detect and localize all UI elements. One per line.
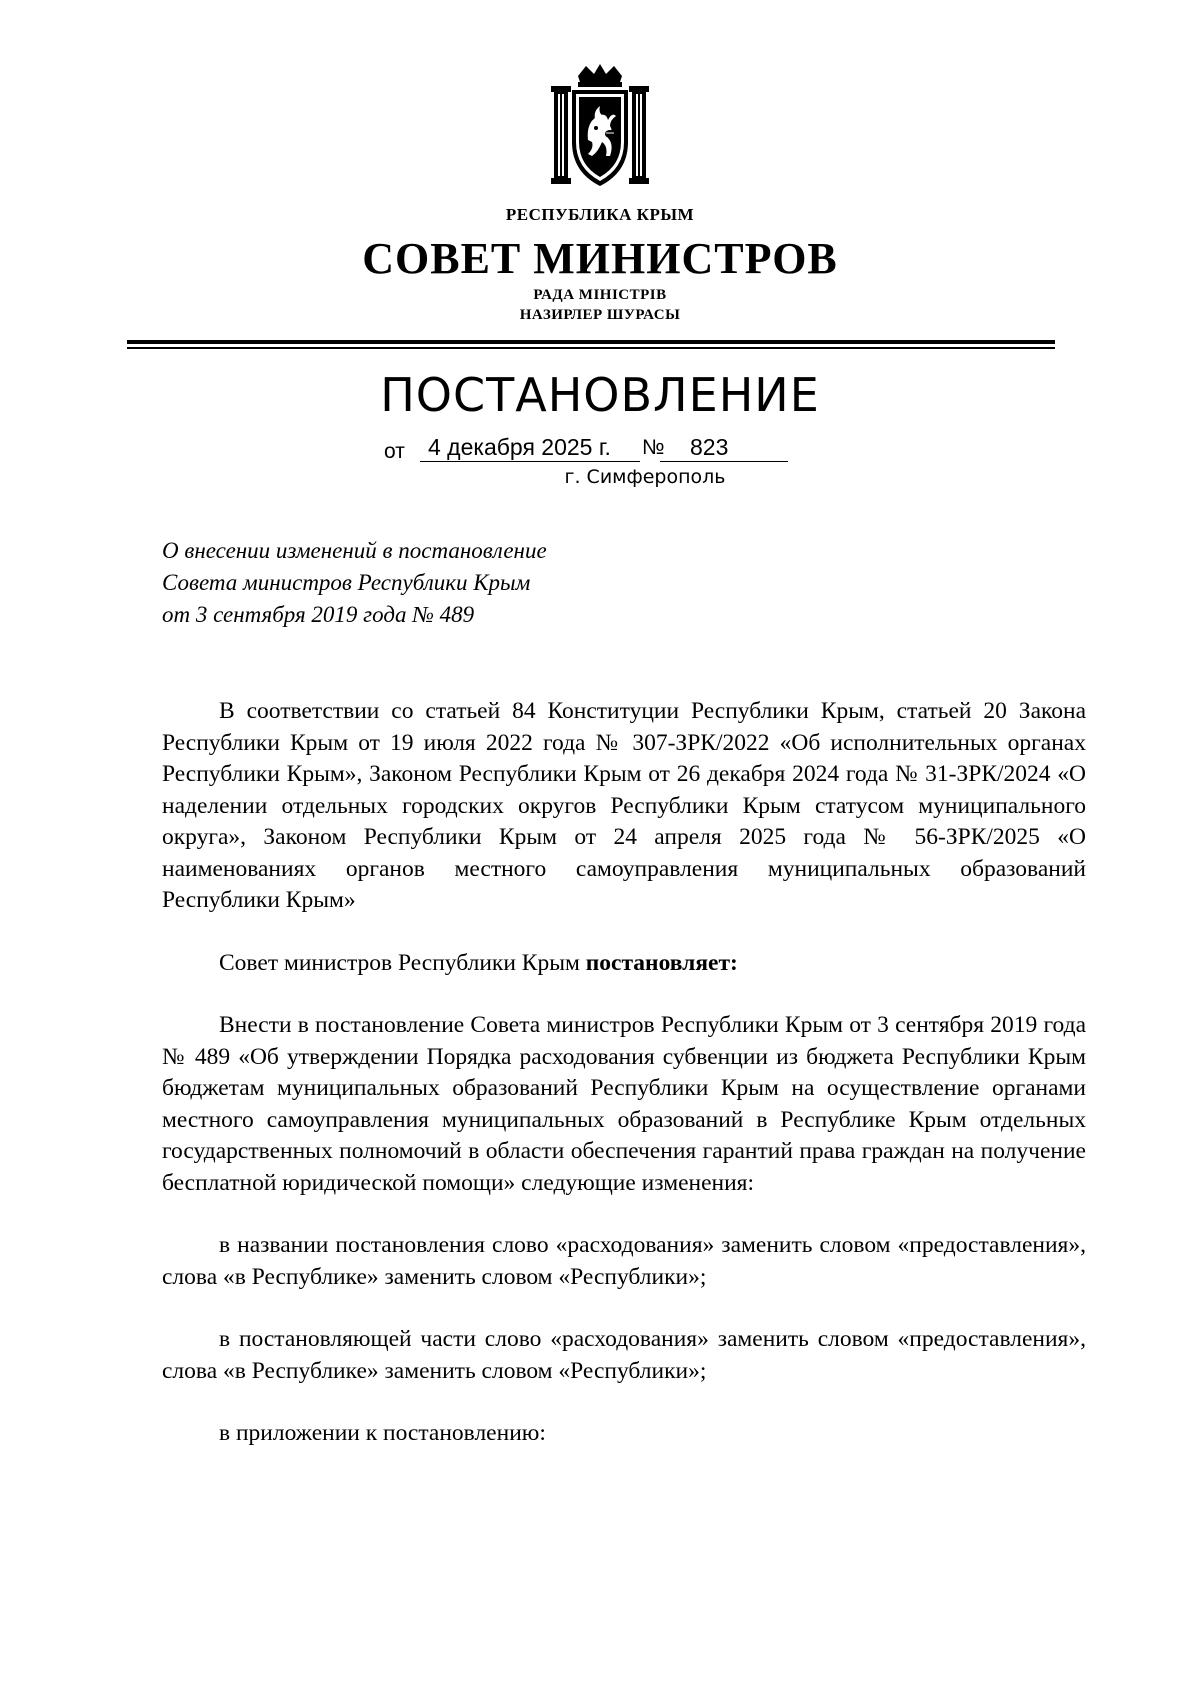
document-type-title: ПОСТАНОВЛЕНИЕ [380, 368, 820, 422]
resolves-text: Совет министров Республики Крым [219, 949, 586, 976]
council-name: СОВЕТ МИНИСТРОВ [362, 234, 838, 283]
resolves-keyword: постановляет: [585, 949, 738, 976]
document-number: 823 [660, 434, 788, 462]
resolves-paragraph [162, 948, 1086, 980]
amendment-item-operative: в постановляющей части слово «расходования» заменить словом «предоставления», слова «в Республике» заменить словом «Республики»; [162, 1326, 1086, 1384]
subject-line: Совета министров Республики Крым [162, 570, 531, 595]
council-name-ukrainian: РАДА МІНІСТРІВ [533, 287, 667, 303]
header-divider-thick [127, 340, 1055, 344]
republic-name: РЕСПУБЛИКА КРЫМ [505, 205, 695, 224]
amendment-intro-paragraph: Внести в постановление Совета министров Республики Крым от 3 сентября 2019 года № 489 «Об утверждении Порядка расходования субвенции из бюджета Республики Крым бюджетам муниципальных образований Республики Крым на осуществление органами местного самоуправления муниципальных образований в Республике Крым отдельных государственных полномочий в области обеспечения гарантий права граждан на получение бесплатной юридической помощи» следующие изменения: [162, 1012, 1086, 1196]
issue-city: г. Симферополь [564, 466, 726, 488]
document-subject [162, 535, 762, 631]
subject-line: от 3 сентября 2019 года № 489 [162, 602, 475, 627]
amendment-item-title: в названии постановления слово «расходования» заменить словом «предоставления», слова «в Республике» заменить словом «Республики»; [162, 1232, 1086, 1290]
number-label: № [642, 436, 665, 459]
amendment-item-annex: в приложении к постановлению: [219, 1420, 546, 1446]
date-prefix-label: от [384, 440, 405, 463]
council-name-crimean-tatar: НАЗИРЛЕР ШУРАСЫ [519, 307, 681, 323]
subject-line: О внесении изменений в постановление [162, 538, 547, 563]
crimea-coat-of-arms-icon [548, 62, 652, 192]
preamble-paragraph: В соответствии со статьей 84 Конституции Республики Крым, статьей 20 Закона Республики Крым от 19 июля 2022 года № 307-ЗРК/2022 «Об исполнительных органах Республики Крым», Законом Республики Крым от 26 декабря 2024 года № 31-ЗРК/2024 «О наделении отдельных городских округов Республики Крым статусом муниципального округа», Законом Республики Крым от 24 апреля 2025 года № 56-ЗРК/2025 «О наименованиях органов местного самоуправления муниципальных образований Республики Крым» [162, 698, 1086, 913]
document-body [162, 696, 1086, 1450]
header-divider-thin [127, 347, 1055, 349]
document-date: 4 декабря 2025 г. [420, 434, 640, 462]
